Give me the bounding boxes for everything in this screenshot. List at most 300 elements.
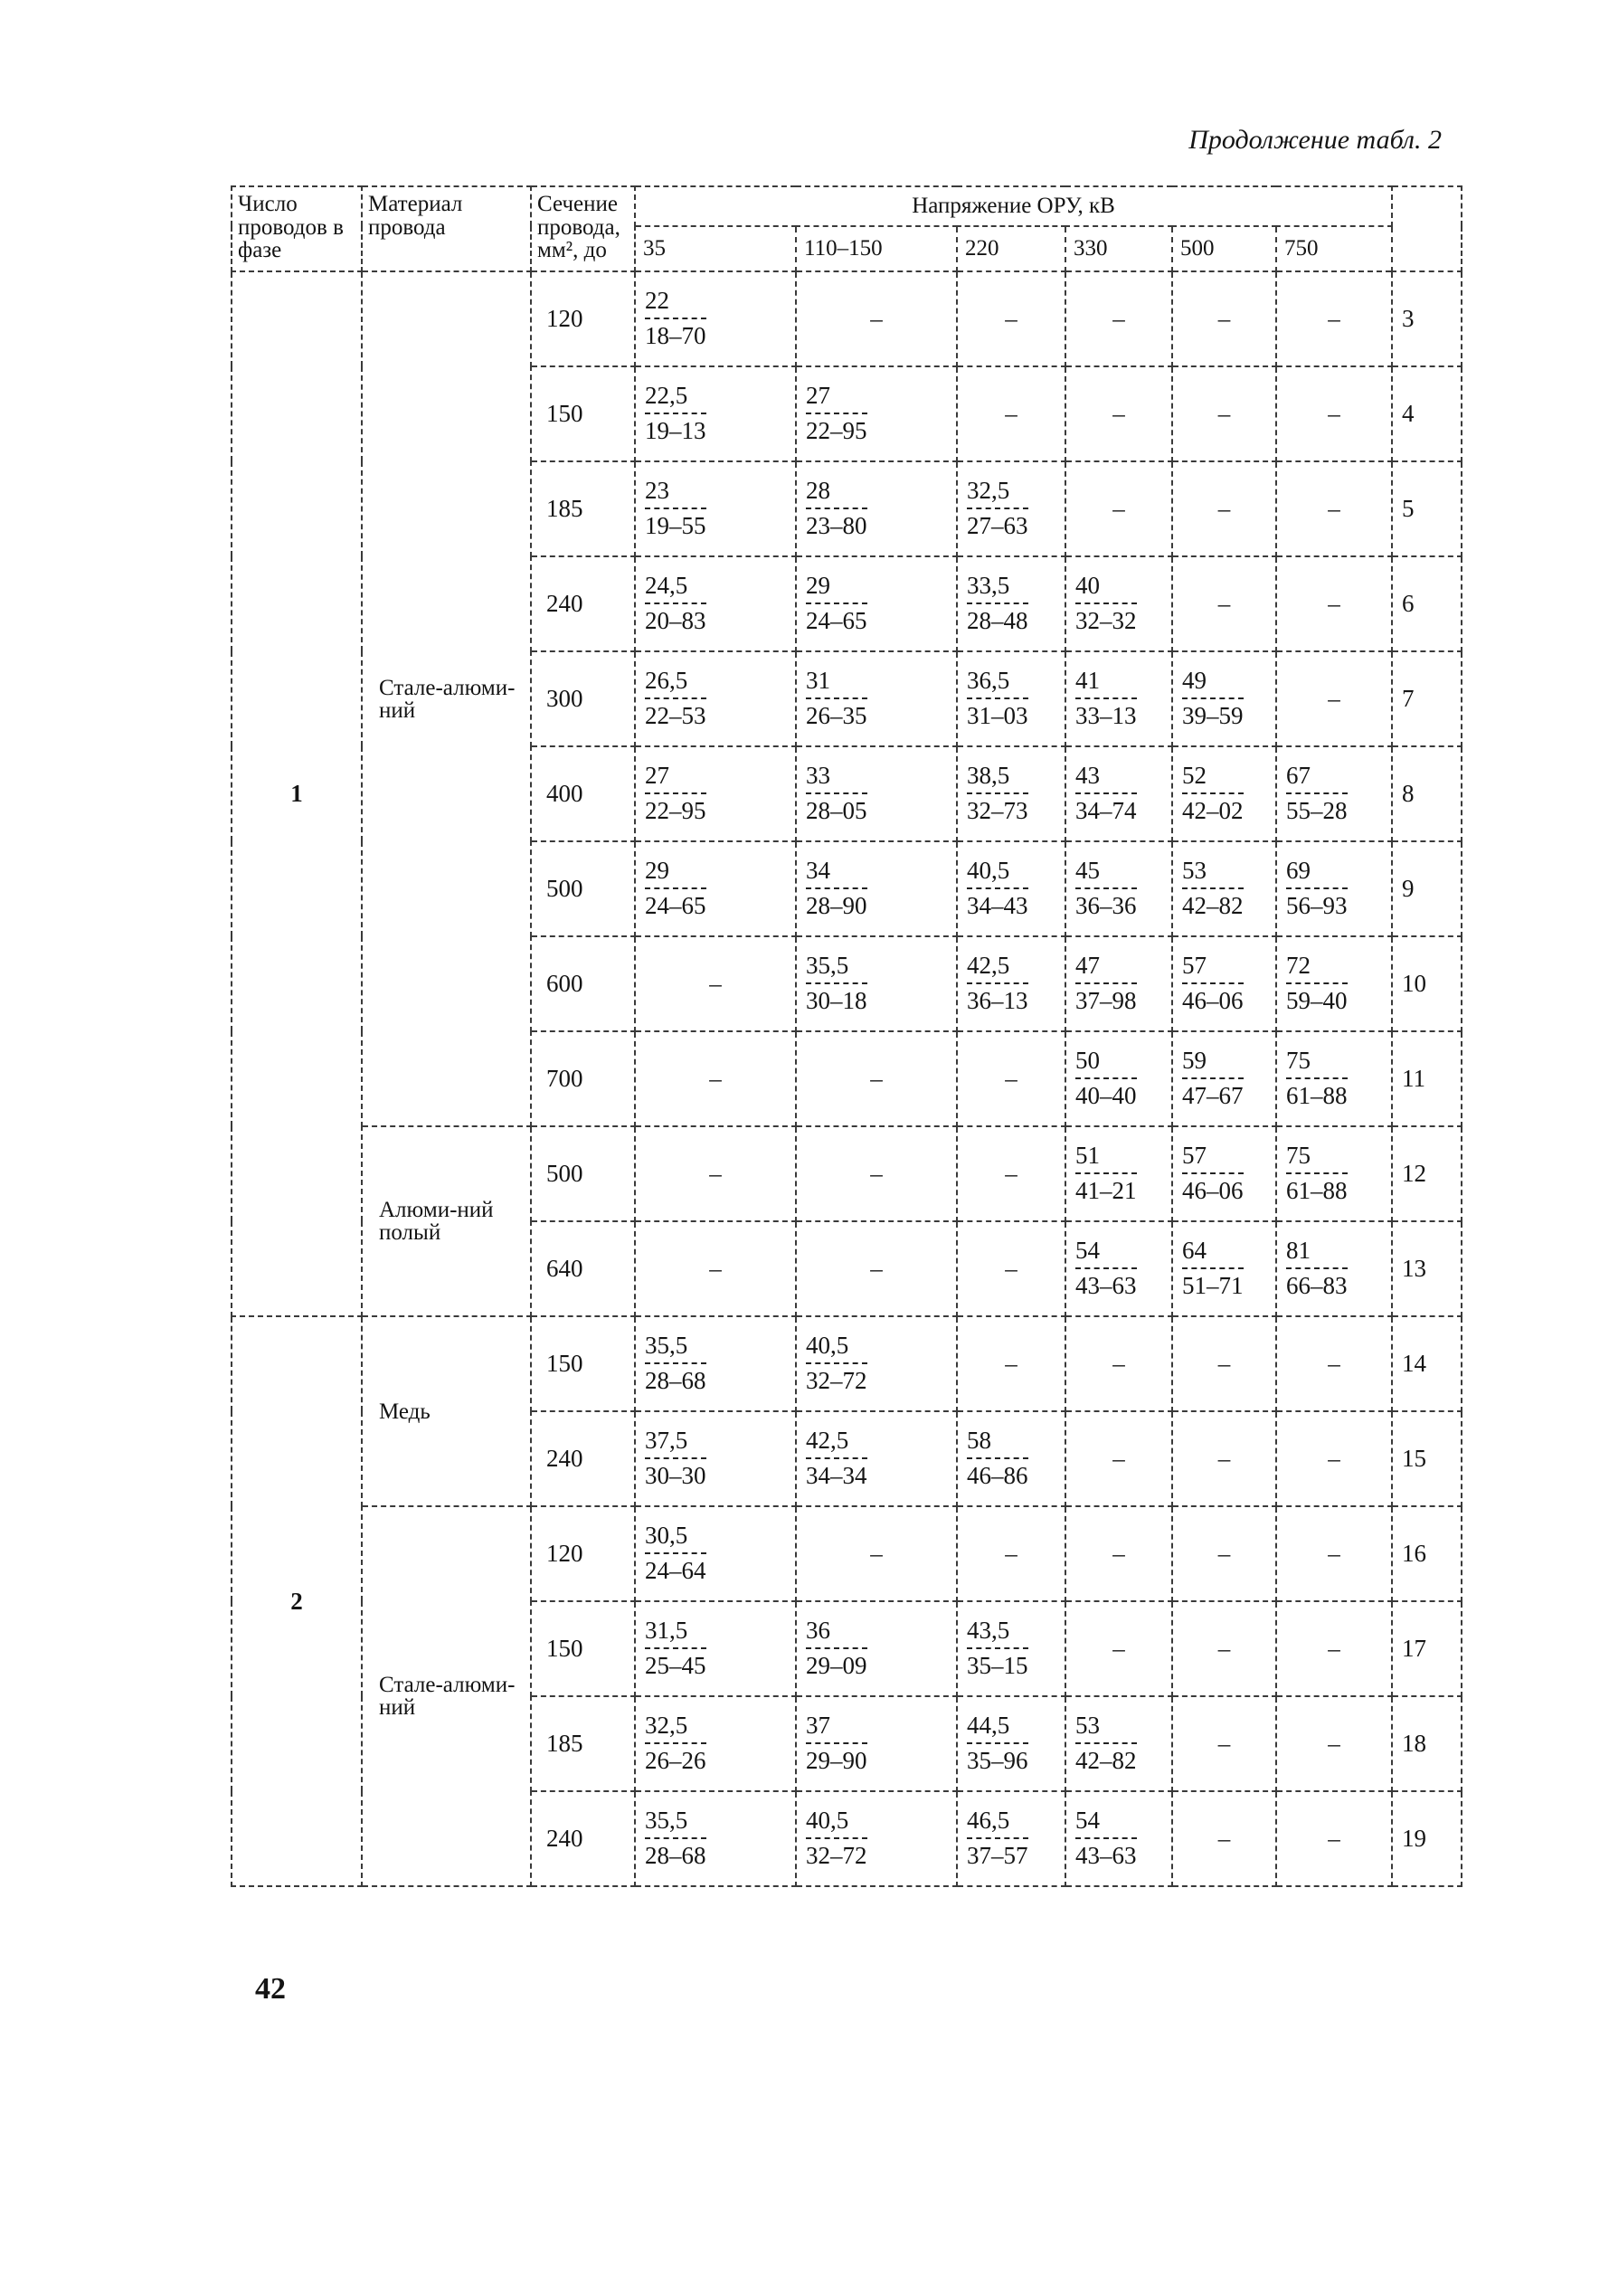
empty-dash: –	[1217, 1445, 1231, 1472]
value-denominator: 19–13	[645, 416, 706, 444]
empty-cell	[1172, 1411, 1276, 1506]
table-caption: Продолжение табл. 2	[1188, 125, 1442, 155]
value-denominator: 34–43	[967, 891, 1028, 919]
empty-cell	[1172, 1316, 1276, 1411]
value-numerator: 31,5	[645, 1618, 706, 1649]
empty-dash: –	[1328, 305, 1340, 332]
row-number: 17	[1392, 1601, 1462, 1696]
empty-cell	[1172, 461, 1276, 556]
page-number: 42	[255, 1972, 286, 2006]
value-numerator: 43	[1075, 764, 1137, 794]
value-fraction	[1173, 666, 1244, 729]
value-numerator: 40,5	[967, 859, 1028, 889]
value-denominator: 42–82	[1182, 891, 1244, 919]
empty-dash: –	[1112, 1635, 1125, 1662]
value-cell	[796, 936, 957, 1031]
value-denominator: 30–30	[645, 1461, 706, 1489]
value-cell	[635, 1601, 796, 1696]
value-fraction	[797, 856, 867, 919]
value-denominator: 24–65	[806, 606, 867, 634]
empty-dash: –	[1328, 495, 1340, 522]
wire-material: Стале-алюми-ний	[362, 1506, 531, 1886]
value-denominator: 59–40	[1286, 986, 1348, 1014]
value-denominator: 28–68	[645, 1841, 706, 1869]
row-number: 12	[1392, 1126, 1462, 1221]
value-cell	[1065, 651, 1172, 746]
value-cell	[796, 841, 957, 936]
empty-cell	[1276, 366, 1392, 461]
value-fraction	[958, 951, 1028, 1014]
value-numerator: 64	[1182, 1238, 1244, 1269]
value-cell	[1172, 841, 1276, 936]
empty-dash: –	[709, 1065, 722, 1092]
value-numerator: 75	[1286, 1048, 1348, 1079]
value-denominator: 22–53	[645, 701, 706, 729]
value-numerator: 75	[1286, 1143, 1348, 1174]
empty-dash: –	[1112, 305, 1125, 332]
value-numerator: 44,5	[967, 1713, 1028, 1744]
empty-cell	[796, 1031, 957, 1126]
value-denominator: 41–21	[1075, 1176, 1137, 1204]
value-numerator: 81	[1286, 1238, 1348, 1269]
value-numerator: 42,5	[806, 1428, 867, 1459]
value-cell	[796, 651, 957, 746]
value-cell	[957, 1411, 1065, 1506]
row-number: 8	[1392, 746, 1462, 841]
wire-section: 700	[531, 1031, 635, 1126]
empty-cell	[957, 1316, 1065, 1411]
value-fraction	[958, 1713, 1028, 1773]
value-denominator: 33–13	[1075, 701, 1137, 729]
value-numerator: 40,5	[806, 1808, 867, 1839]
empty-dash: –	[1217, 1825, 1231, 1852]
value-cell	[1065, 1791, 1172, 1886]
value-cell	[957, 746, 1065, 841]
empty-dash: –	[1328, 1635, 1340, 1662]
value-cell	[1276, 841, 1392, 936]
empty-dash: –	[1328, 590, 1340, 617]
value-fraction	[636, 761, 706, 824]
row-number: 11	[1392, 1031, 1462, 1126]
header-voltage: Напряжение ОРУ, кВ	[635, 186, 1392, 226]
empty-cell	[1065, 461, 1172, 556]
value-denominator: 32–72	[806, 1366, 867, 1394]
value-cell	[796, 461, 957, 556]
value-denominator: 43–63	[1075, 1841, 1137, 1869]
value-denominator: 29–09	[806, 1651, 867, 1679]
value-denominator: 32–32	[1075, 606, 1137, 634]
value-cell	[796, 1696, 957, 1791]
value-fraction	[636, 1428, 706, 1488]
empty-dash: –	[1217, 1350, 1231, 1377]
value-denominator: 43–63	[1075, 1271, 1137, 1299]
value-denominator: 26–35	[806, 701, 867, 729]
wire-section: 185	[531, 1696, 635, 1791]
row-number: 9	[1392, 841, 1462, 936]
wire-section: 150	[531, 1601, 635, 1696]
value-denominator: 36–36	[1075, 891, 1137, 919]
value-cell	[957, 461, 1065, 556]
value-numerator: 27	[806, 384, 867, 414]
value-fraction	[958, 856, 1028, 919]
value-fraction	[636, 381, 706, 444]
value-cell	[1172, 1031, 1276, 1126]
value-denominator: 32–72	[806, 1841, 867, 1869]
value-denominator: 61–88	[1286, 1081, 1348, 1109]
value-denominator: 35–15	[967, 1651, 1028, 1679]
empty-dash: –	[870, 305, 883, 332]
value-cell	[957, 651, 1065, 746]
value-fraction	[1066, 1048, 1137, 1108]
value-denominator: 24–65	[645, 891, 706, 919]
wire-section: 400	[531, 746, 635, 841]
empty-cell	[1276, 1696, 1392, 1791]
empty-dash: –	[1217, 305, 1231, 332]
empty-cell	[635, 1031, 796, 1126]
empty-cell	[635, 936, 796, 1031]
value-fraction	[636, 571, 706, 634]
value-cell	[1065, 746, 1172, 841]
value-cell	[1065, 556, 1172, 651]
value-cell	[1172, 651, 1276, 746]
value-numerator: 35,5	[645, 1808, 706, 1839]
wire-section: 600	[531, 936, 635, 1031]
value-denominator: 42–02	[1182, 796, 1244, 824]
value-fraction	[958, 476, 1028, 539]
empty-dash: –	[709, 1160, 722, 1187]
empty-cell	[635, 1126, 796, 1221]
value-fraction	[797, 666, 867, 729]
empty-cell	[1065, 1411, 1172, 1506]
value-numerator: 72	[1286, 954, 1348, 984]
empty-dash: –	[1217, 590, 1231, 617]
empty-dash: –	[709, 970, 722, 997]
value-fraction	[636, 1618, 706, 1678]
value-numerator: 69	[1286, 859, 1348, 889]
empty-dash: –	[1005, 1160, 1017, 1187]
value-numerator: 27	[645, 764, 706, 794]
empty-dash: –	[1328, 400, 1340, 427]
wire-section: 240	[531, 1791, 635, 1886]
value-numerator: 30,5	[645, 1523, 706, 1554]
value-numerator: 35,5	[645, 1333, 706, 1364]
value-denominator: 35–96	[967, 1746, 1028, 1774]
value-denominator: 20–83	[645, 606, 706, 634]
value-fraction	[1277, 1048, 1348, 1108]
value-fraction	[958, 1808, 1028, 1868]
value-fraction	[797, 761, 867, 824]
value-denominator: 19–55	[645, 511, 706, 539]
value-cell	[1065, 1126, 1172, 1221]
value-fraction	[797, 1808, 867, 1868]
table-row	[232, 1126, 1462, 1221]
empty-cell	[957, 1506, 1065, 1601]
value-numerator: 40	[1075, 574, 1137, 604]
value-fraction	[636, 1808, 706, 1868]
value-cell	[957, 1791, 1065, 1886]
value-cell	[796, 556, 957, 651]
empty-cell	[1065, 1316, 1172, 1411]
empty-cell	[1276, 271, 1392, 366]
value-fraction	[636, 476, 706, 539]
wire-material: Медь	[362, 1316, 531, 1506]
value-cell	[635, 556, 796, 651]
value-numerator: 59	[1182, 1048, 1244, 1079]
value-numerator: 47	[1075, 954, 1137, 984]
value-fraction	[1277, 856, 1348, 919]
empty-dash: –	[1112, 1445, 1125, 1472]
header-material: Материал провода	[362, 186, 531, 271]
value-cell	[635, 746, 796, 841]
value-fraction	[1173, 1238, 1244, 1298]
empty-dash: –	[1005, 400, 1017, 427]
empty-cell	[796, 271, 957, 366]
empty-cell	[957, 271, 1065, 366]
table-row	[232, 1506, 1462, 1601]
value-fraction	[797, 1618, 867, 1678]
empty-cell	[796, 1221, 957, 1316]
value-fraction	[1173, 951, 1244, 1014]
value-fraction	[1173, 856, 1244, 919]
header-section: Сечение провода, мм², до	[531, 186, 635, 271]
value-cell	[796, 1316, 957, 1411]
value-denominator: 37–57	[967, 1841, 1028, 1869]
row-number: 3	[1392, 271, 1462, 366]
value-fraction	[1066, 856, 1137, 919]
empty-dash: –	[870, 1065, 883, 1092]
value-fraction	[1066, 951, 1137, 1014]
empty-dash: –	[1328, 685, 1340, 712]
value-fraction	[1066, 1808, 1137, 1868]
value-denominator: 39–59	[1182, 701, 1244, 729]
empty-cell	[1065, 366, 1172, 461]
value-denominator: 34–74	[1075, 796, 1137, 824]
empty-dash: –	[1217, 495, 1231, 522]
value-numerator: 24,5	[645, 574, 706, 604]
empty-cell	[1276, 1316, 1392, 1411]
empty-dash: –	[1217, 400, 1231, 427]
value-fraction	[797, 476, 867, 539]
wire-section: 300	[531, 651, 635, 746]
value-denominator: 31–03	[967, 701, 1028, 729]
row-number: 15	[1392, 1411, 1462, 1506]
empty-dash: –	[870, 1160, 883, 1187]
wires-per-phase: 1	[232, 271, 362, 1316]
wire-section: 120	[531, 1506, 635, 1601]
empty-dash: –	[1005, 305, 1017, 332]
empty-cell	[1172, 366, 1276, 461]
value-fraction	[797, 951, 867, 1014]
empty-dash: –	[1328, 1445, 1340, 1472]
value-cell	[635, 1411, 796, 1506]
empty-cell	[1065, 1506, 1172, 1601]
value-fraction	[1066, 761, 1137, 824]
empty-dash: –	[1005, 1350, 1017, 1377]
value-denominator: 30–18	[806, 986, 867, 1014]
value-cell	[1065, 1696, 1172, 1791]
value-cell	[957, 1601, 1065, 1696]
value-denominator: 37–98	[1075, 986, 1137, 1014]
header-voltage-35: 35	[635, 226, 796, 271]
empty-dash: –	[709, 1255, 722, 1282]
row-number: 10	[1392, 936, 1462, 1031]
value-denominator: 34–34	[806, 1461, 867, 1489]
value-numerator: 29	[806, 574, 867, 604]
header-voltage-500: 500	[1172, 226, 1276, 271]
empty-cell	[1065, 271, 1172, 366]
value-denominator: 40–40	[1075, 1081, 1137, 1109]
value-cell	[1276, 1221, 1392, 1316]
value-numerator: 53	[1182, 859, 1244, 889]
empty-dash: –	[1005, 1065, 1017, 1092]
row-number: 13	[1392, 1221, 1462, 1316]
empty-dash: –	[1217, 1635, 1231, 1662]
value-fraction	[636, 1713, 706, 1773]
value-cell	[1172, 1126, 1276, 1221]
value-fraction	[636, 1333, 706, 1393]
empty-cell	[1172, 271, 1276, 366]
value-denominator: 18–70	[645, 321, 706, 349]
wire-section: 500	[531, 841, 635, 936]
value-numerator: 49	[1182, 669, 1244, 699]
empty-cell	[1276, 651, 1392, 746]
row-number: 14	[1392, 1316, 1462, 1411]
empty-cell	[1172, 556, 1276, 651]
value-denominator: 29–90	[806, 1746, 867, 1774]
value-numerator: 57	[1182, 954, 1244, 984]
value-denominator: 55–28	[1286, 796, 1348, 824]
empty-cell	[1276, 1411, 1392, 1506]
value-numerator: 52	[1182, 764, 1244, 794]
value-cell	[957, 1696, 1065, 1791]
value-cell	[1172, 746, 1276, 841]
value-cell	[1065, 1221, 1172, 1316]
value-cell	[1065, 841, 1172, 936]
value-numerator: 36	[806, 1618, 867, 1649]
value-cell	[796, 1601, 957, 1696]
row-number: 4	[1392, 366, 1462, 461]
value-denominator: 42–82	[1075, 1746, 1137, 1774]
value-denominator: 51–71	[1182, 1271, 1244, 1299]
value-numerator: 41	[1075, 669, 1137, 699]
empty-dash: –	[1328, 1540, 1340, 1567]
value-cell	[635, 461, 796, 556]
empty-cell	[796, 1126, 957, 1221]
row-number: 18	[1392, 1696, 1462, 1791]
value-denominator: 46–06	[1182, 1176, 1244, 1204]
value-numerator: 67	[1286, 764, 1348, 794]
value-cell	[635, 271, 796, 366]
wire-section: 150	[531, 1316, 635, 1411]
value-cell	[635, 1696, 796, 1791]
value-numerator: 42,5	[967, 954, 1028, 984]
empty-cell	[1065, 1601, 1172, 1696]
value-numerator: 37,5	[645, 1428, 706, 1459]
wire-section: 500	[531, 1126, 635, 1221]
empty-cell	[957, 366, 1065, 461]
value-denominator: 28–68	[645, 1366, 706, 1394]
empty-cell	[1172, 1696, 1276, 1791]
empty-cell	[1276, 1791, 1392, 1886]
header-voltage-750: 750	[1276, 226, 1392, 271]
value-cell	[1276, 746, 1392, 841]
value-cell	[1172, 1221, 1276, 1316]
value-denominator: 47–67	[1182, 1081, 1244, 1109]
empty-dash: –	[1112, 1540, 1125, 1567]
value-fraction	[958, 1428, 1028, 1488]
empty-cell	[1276, 556, 1392, 651]
value-denominator: 28–90	[806, 891, 867, 919]
value-numerator: 28	[806, 479, 867, 509]
wires-per-phase: 2	[232, 1316, 362, 1886]
wire-section: 640	[531, 1221, 635, 1316]
value-fraction	[1066, 1713, 1137, 1773]
header-wires: Число проводов в фазе	[232, 186, 362, 271]
value-fraction	[1066, 666, 1137, 729]
value-fraction	[636, 666, 706, 729]
value-numerator: 23	[645, 479, 706, 509]
empty-dash: –	[1328, 1350, 1340, 1377]
row-number: 5	[1392, 461, 1462, 556]
empty-dash: –	[1112, 1350, 1125, 1377]
value-fraction	[797, 571, 867, 634]
value-denominator: 23–80	[806, 511, 867, 539]
value-denominator: 22–95	[645, 796, 706, 824]
empty-dash: –	[1112, 495, 1125, 522]
value-cell	[1065, 1031, 1172, 1126]
value-numerator: 54	[1075, 1238, 1137, 1269]
value-numerator: 53	[1075, 1713, 1137, 1744]
value-fraction	[1173, 1143, 1244, 1203]
value-numerator: 45	[1075, 859, 1137, 889]
value-denominator: 27–63	[967, 511, 1028, 539]
value-cell	[796, 746, 957, 841]
value-cell	[1172, 936, 1276, 1031]
value-cell	[1276, 1126, 1392, 1221]
value-cell	[1065, 936, 1172, 1031]
empty-cell	[957, 1031, 1065, 1126]
value-numerator: 32,5	[967, 479, 1028, 509]
value-numerator: 51	[1075, 1143, 1137, 1174]
value-fraction	[797, 1713, 867, 1773]
value-denominator: 26–26	[645, 1746, 706, 1774]
value-numerator: 46,5	[967, 1808, 1028, 1839]
empty-dash: –	[1328, 1825, 1340, 1852]
wire-section: 150	[531, 366, 635, 461]
value-fraction	[636, 286, 706, 349]
row-number: 19	[1392, 1791, 1462, 1886]
header-voltage-220: 220	[957, 226, 1065, 271]
empty-cell	[957, 1126, 1065, 1221]
value-numerator: 22	[645, 289, 706, 319]
empty-cell	[1172, 1601, 1276, 1696]
table-row	[232, 271, 1462, 366]
value-cell	[635, 1506, 796, 1601]
wire-section: 120	[531, 271, 635, 366]
value-denominator: 56–93	[1286, 891, 1348, 919]
value-fraction	[958, 571, 1028, 634]
value-cell	[635, 366, 796, 461]
value-denominator: 28–05	[806, 796, 867, 824]
value-numerator: 40,5	[806, 1333, 867, 1364]
value-numerator: 43,5	[967, 1618, 1028, 1649]
wire-section: 185	[531, 461, 635, 556]
value-fraction	[1277, 951, 1348, 1014]
empty-dash: –	[1217, 1730, 1231, 1757]
empty-dash: –	[1005, 1540, 1017, 1567]
value-fraction	[797, 1333, 867, 1393]
row-number: 6	[1392, 556, 1462, 651]
